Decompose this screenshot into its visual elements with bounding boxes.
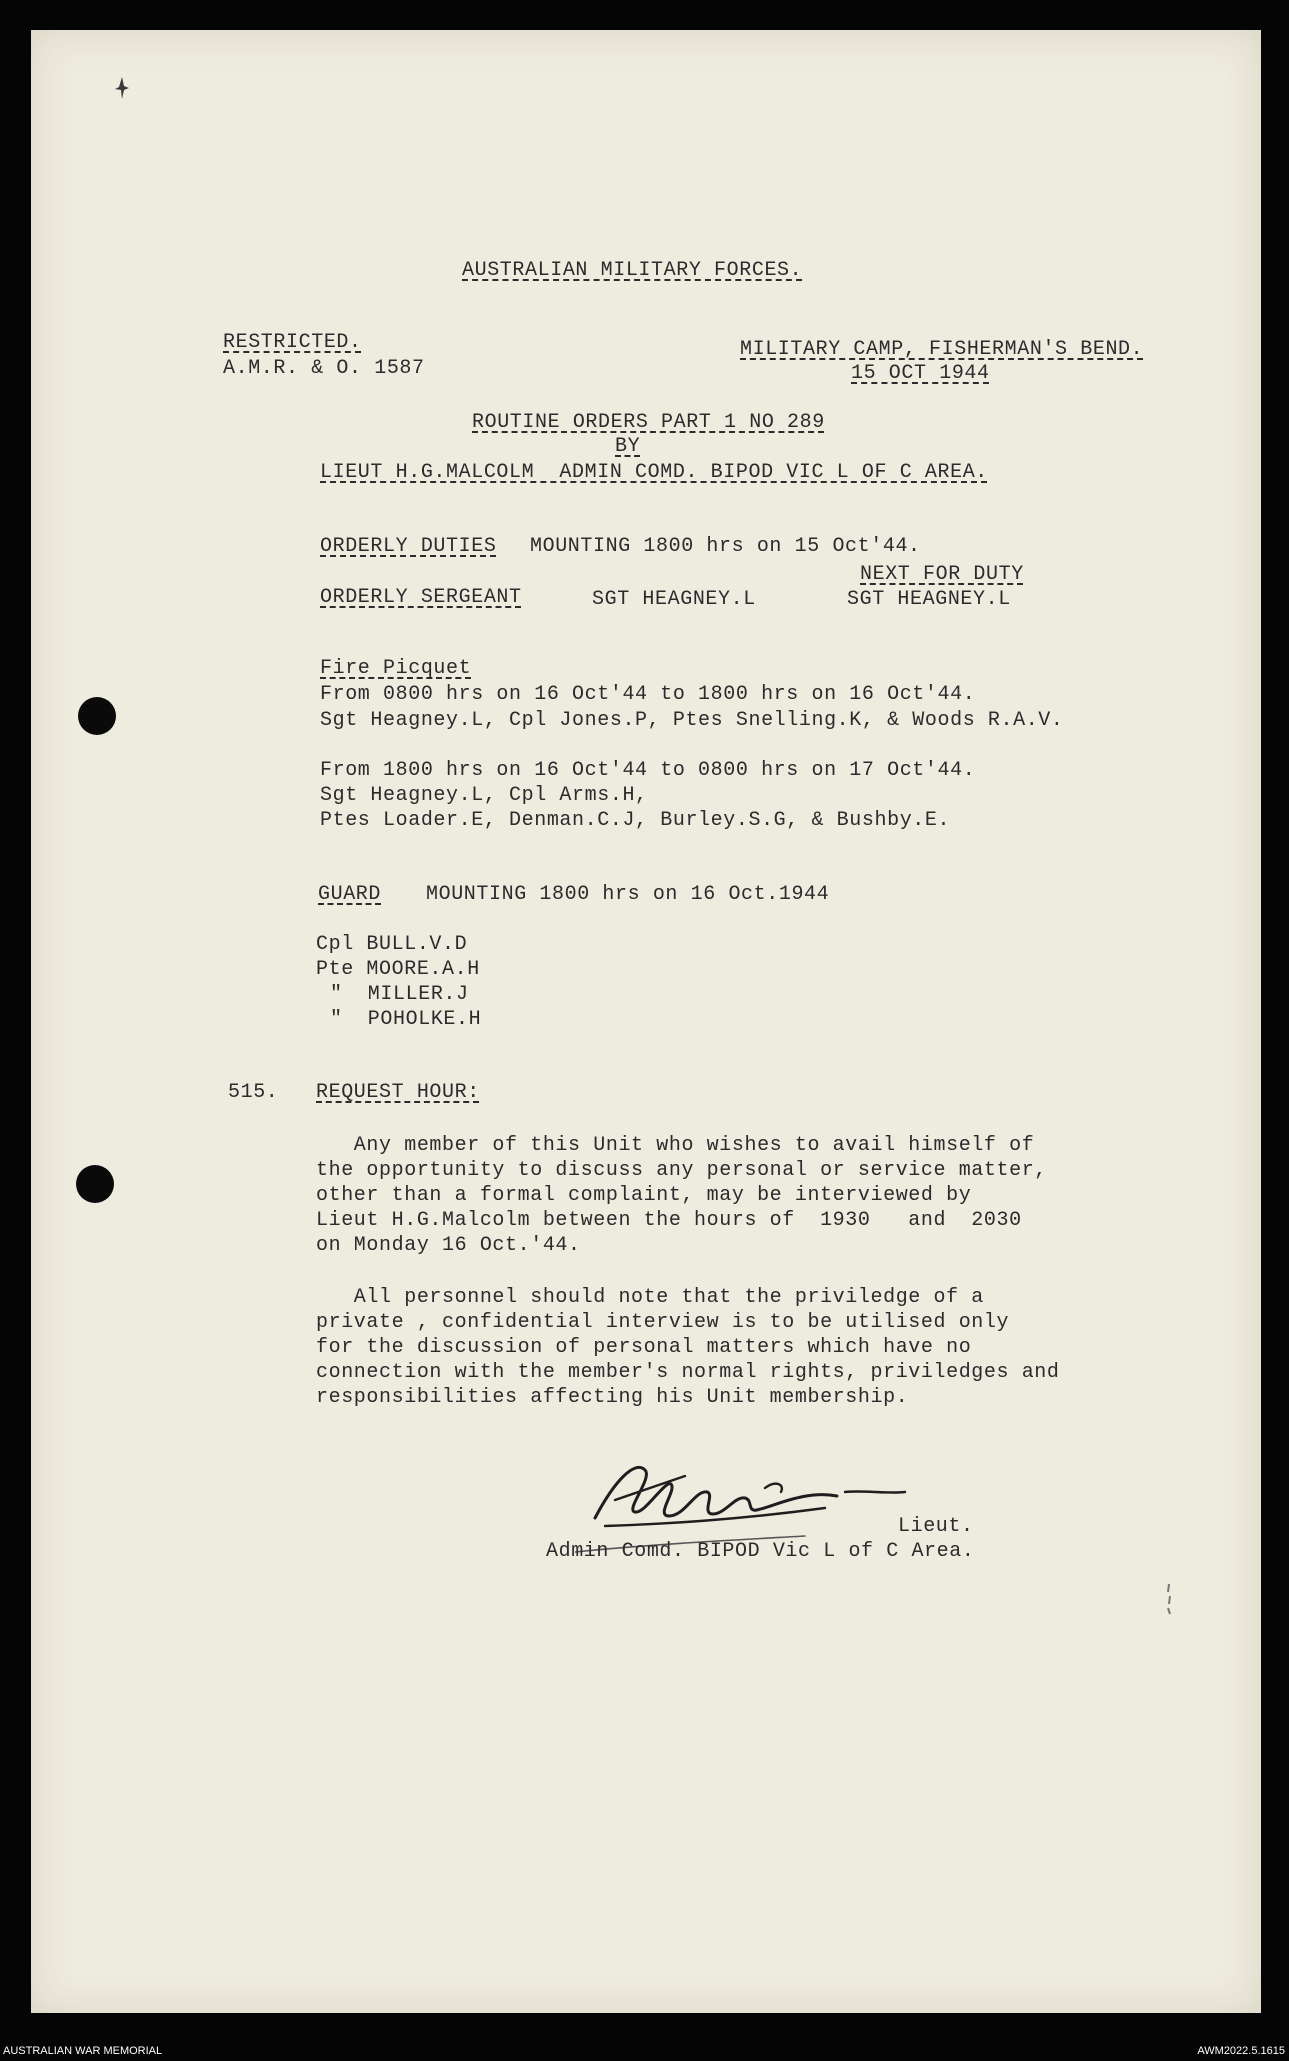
fire-picquet-line: From 0800 hrs on 16 Oct'44 to 1800 hrs on 16 Oct'44. bbox=[320, 683, 976, 706]
guard-heading: GUARD bbox=[318, 883, 382, 906]
document-date: 15 OCT 1944 bbox=[851, 362, 990, 385]
document-page bbox=[31, 30, 1261, 2013]
paragraph-line: connection with the member's normal rights, priviledges and bbox=[316, 1361, 1060, 1384]
orderly-duties-mounting: MOUNTING 1800 hrs on 15 Oct'44. bbox=[530, 535, 921, 558]
pin-hole-mark bbox=[113, 75, 131, 101]
request-hour-heading: REQUEST HOUR: bbox=[316, 1081, 480, 1104]
paragraph-line: All personnel should note that the priviledge of a bbox=[316, 1286, 984, 1309]
next-for-duty-heading: NEXT FOR DUTY bbox=[860, 563, 1024, 586]
orderly-sergeant-next: SGT HEAGNEY.L bbox=[847, 588, 1011, 611]
orderly-duties-heading: ORDERLY DUTIES bbox=[320, 535, 497, 558]
paragraph-line: the opportunity to discuss any personal or service matter, bbox=[316, 1159, 1047, 1182]
reference: A.M.R. & O. 1587 bbox=[223, 357, 425, 380]
paragraph-line: responsibilities affecting his Unit membership. bbox=[316, 1386, 909, 1409]
paragraph-line: Lieut H.G.Malcolm between the hours of 1930 and 2030 bbox=[316, 1209, 1022, 1232]
fire-picquet-line: From 1800 hrs on 16 Oct'44 to 0800 hrs on 17 Oct'44. bbox=[320, 759, 976, 782]
fire-picquet-line: Ptes Loader.E, Denman.C.J, Burley.S.G, & Bushby.E. bbox=[320, 809, 951, 832]
fire-picquet-line: Sgt Heagney.L, Cpl Jones.P, Ptes Snelling.K, & Woods R.A.V. bbox=[320, 709, 1064, 732]
fire-picquet-heading: Fire Picquet bbox=[320, 657, 472, 680]
signatory-rank: Lieut. bbox=[898, 1515, 974, 1538]
paragraph-line: other than a formal complaint, may be interviewed by bbox=[316, 1184, 972, 1207]
orders-by: BY bbox=[615, 435, 641, 458]
paragraph-line: Any member of this Unit who wishes to avail himself of bbox=[316, 1134, 1035, 1157]
guard-member: Pte MOORE.A.H bbox=[316, 958, 480, 981]
guard-member: " MILLER.J bbox=[330, 983, 469, 1006]
paragraph-line: for the discussion of personal matters which have no bbox=[316, 1336, 972, 1359]
punch-hole-bottom bbox=[76, 1165, 114, 1203]
footer-right: AWM2022.5.1615 bbox=[1197, 2045, 1285, 2057]
guard-member: " POHOLKE.H bbox=[330, 1008, 482, 1031]
document-title: AUSTRALIAN MILITARY FORCES. bbox=[462, 259, 803, 282]
orders-line: ROUTINE ORDERS PART 1 NO 289 bbox=[472, 411, 825, 434]
footer-left: AUSTRALIAN WAR MEMORIAL bbox=[3, 2045, 163, 2057]
paragraph-line: private , confidential interview is to be utilised only bbox=[316, 1311, 1010, 1334]
signatory-title: Admin Comd. BIPOD Vic L of C Area. bbox=[546, 1540, 975, 1563]
guard-member: Cpl BULL.V.D bbox=[316, 933, 468, 956]
location: MILITARY CAMP, FISHERMAN'S BEND. bbox=[740, 338, 1144, 361]
classification: RESTRICTED. bbox=[223, 331, 362, 354]
punch-hole-top bbox=[78, 697, 116, 735]
issuer-line: LIEUT H.G.MALCOLM ADMIN COMD. BIPOD VIC L OF C AREA. bbox=[320, 461, 988, 484]
guard-mounting: MOUNTING 1800 hrs on 16 Oct.1944 bbox=[426, 883, 830, 906]
paragraph-line: on Monday 16 Oct.'44. bbox=[316, 1234, 581, 1257]
fire-picquet-line: Sgt Heagney.L, Cpl Arms.H, bbox=[320, 784, 648, 807]
section-number: 515. bbox=[228, 1081, 279, 1104]
margin-mark bbox=[1164, 1582, 1174, 1616]
orderly-sergeant-current: SGT HEAGNEY.L bbox=[592, 588, 756, 611]
orderly-sergeant-label: ORDERLY SERGEANT bbox=[320, 586, 522, 609]
